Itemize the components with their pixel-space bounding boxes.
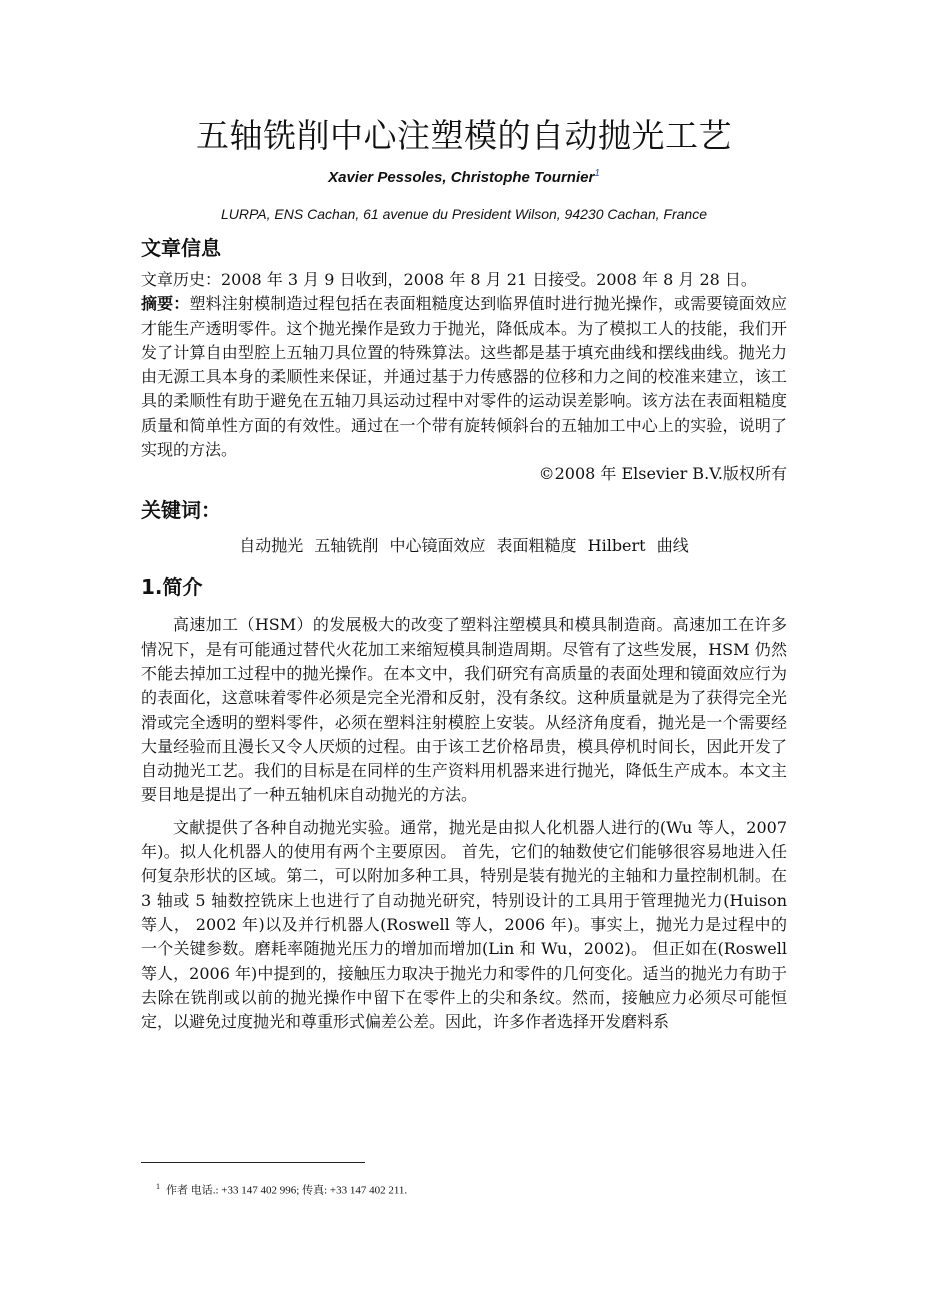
footnote-text: 作者 电话.: +33 147 402 996; 传真: +33 147 402 211. bbox=[166, 1184, 408, 1197]
introduction-body bbox=[141, 613, 787, 1034]
keywords-list: 自动抛光 五轴铣削 中心镜面效应 表面粗糙度 Hilbert 曲线 bbox=[239, 536, 689, 556]
abstract bbox=[141, 292, 787, 462]
keywords-heading: 关键词： bbox=[141, 498, 221, 523]
introduction-heading: 1.简介 bbox=[141, 575, 203, 600]
article-info-heading: 文章信息 bbox=[141, 236, 221, 260]
footnote-divider bbox=[141, 1162, 365, 1163]
intro-paragraph-1: 高速加工（HSM）的发展极大的改变了塑料注塑模具和模具制造商。高速加工在许多情况下，是有可能通过替代火花加工来缩短模具制造周期。尽管有了这些发展，HSM 仍然不能去掉加工过程中的抛光操作。在本文中，我们研究有高质量的表面处理和镜面效应行为的表面化，这意味着零件必须是完全光滑和反射，没有条纹。这种质量就是为了获得完全光滑或完全透明的塑料零件，必须在塑料注射模腔上安装。从经济角度看，抛光是一个需要经大量经验而且漫长又令人厌烦的过程。由于该工艺价格昂贵，模具停机时间长，因此开发了自动抛光工艺。我们的目标是在同样的生产资料用机器来进行抛光，降低生产成本。本文主要目地是提出了一种五轴机床自动抛光的方法。 bbox=[141, 615, 787, 805]
abstract-label: 摘要： bbox=[141, 294, 190, 314]
article-info-block bbox=[141, 268, 787, 486]
affiliation: LURPA, ENS Cachan, 61 avenue du President Wilson, 94230 Cachan, France bbox=[220, 206, 707, 222]
footnote-mark: 1 bbox=[156, 1182, 160, 1191]
paper-page bbox=[141, 112, 787, 1034]
article-history: 文章历史：2008 年 3 月 9 日收到，2008 年 8 月 21 日接受。2008 年 8 月 28 日。 bbox=[141, 270, 757, 289]
author-footnote-mark[interactable]: 1 bbox=[594, 168, 600, 179]
copyright-notice: ©2008 年 Elsevier B.V.版权所有 bbox=[538, 464, 787, 484]
author-line bbox=[141, 164, 787, 188]
footnote bbox=[156, 1180, 407, 1198]
abstract-text: 塑料注射模制造过程包括在表面粗糙度达到临界值时进行抛光操作，或需要镜面效应才能生产透明零件。这个抛光操作是致力于抛光，降低成本。为了模拟工人的技能，我们开发了计算自由型腔上五轴刀具位置的特殊算法。这些都是基于填充曲线和摆线曲线。抛光力由无源工具本身的柔顺性来保证，并通过基于力传感器的位移和力之间的校准来建立，该工具的柔顺性有助于避免在五轴刀具运动过程中对零件的运动误差影响。该方法在表面粗糙度质量和简单性方面的有效性。通过在一个带有旋转倾斜台的五轴加工中心上的实验，说明了实现的方法。 bbox=[141, 294, 787, 460]
paper-title: 五轴铣削中心注塑模的自动抛光工艺 bbox=[196, 116, 732, 155]
intro-paragraph-2: 文献提供了各种自动抛光实验。通常，抛光是由拟人化机器人进行的(Wu 等人，2007 年)。拟人化机器人的使用有两个主要原因。 首先，它们的轴数使它们能够很容易地进入任何复杂形状的区域。第二，可以附加多种工具，特别是装有抛光的主轴和力量控制机制。在 3 轴或 5 轴数控铣床上也进行了自动抛光研究，特别设计的工具用于管理抛光力(Huison 等人， 2002 年)以及并行机器人(Roswell 等人，2006 年)。事实上，抛光力是过程中的一个关键参数。磨耗率随抛光压力的增加而增加(Lin 和 Wu，2002)。 但正如在(Roswell 等人，2006 年)中提到的，接触压力取决于抛光力和零件的几何变化。适当的抛光力有助于去除在铣削或以前的抛光操作中留下在零件上的尖和条纹。然而，接触应力必须尽可能恒定，以避免过度抛光和尊重形式偏差公差。因此，许多作者选择开发磨料系 bbox=[141, 817, 787, 1032]
authors: Xavier Pessoles, Christophe Tournier bbox=[328, 169, 595, 186]
